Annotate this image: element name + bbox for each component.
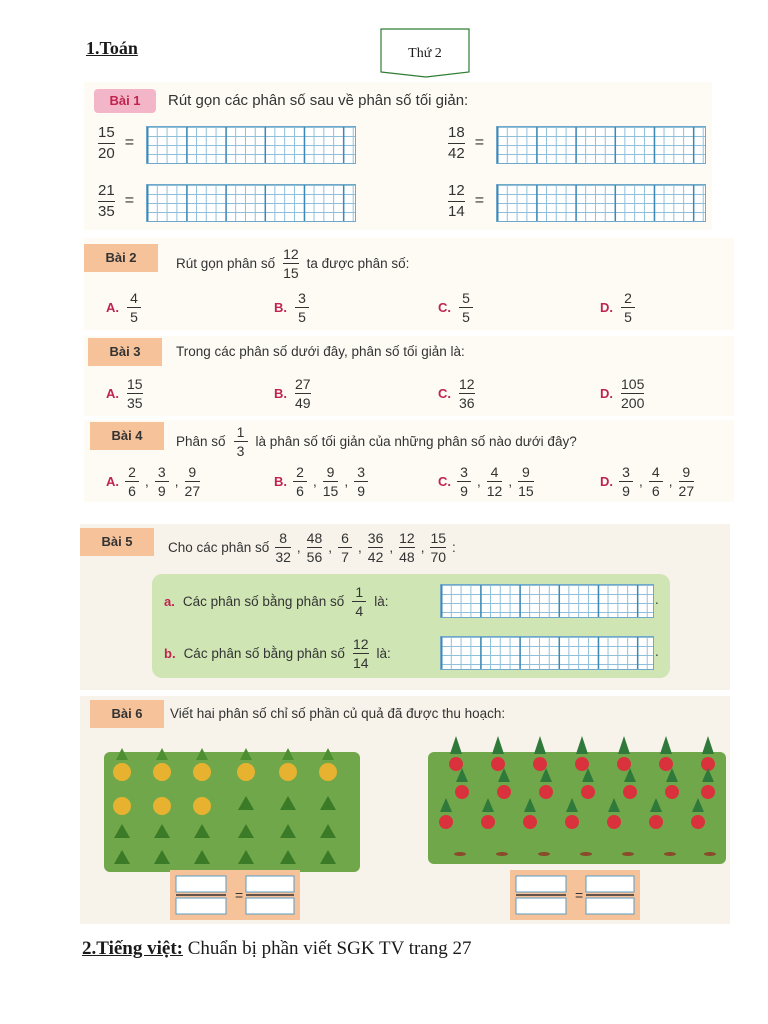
exercise-6 [80, 696, 730, 924]
answer-fraction-box-right[interactable] [510, 870, 640, 920]
section-2-title: 2.Tiếng việt: [82, 938, 183, 959]
exercise-5a: a. Các phân số bằng phân số $\frac{1}{4}$ là: [164, 584, 389, 619]
ex1-item-3 [98, 182, 134, 221]
exercise-2-prompt: Rút gọn phân số $\frac{12}{15}$ ta được phân số: [176, 246, 410, 281]
option-c[interactable]: C. $\frac{12}{36}$ [438, 376, 475, 411]
exercise-3 [84, 336, 734, 416]
answer-grid-1[interactable] [146, 126, 356, 164]
equals-sign: = [474, 134, 485, 152]
day-tag [380, 28, 470, 78]
option-b[interactable]: B. $\frac{2}{6}$ , $\frac{9}{15}$ , $\frac{3}{9}$ [274, 464, 368, 499]
answer-fraction-box-left[interactable] [170, 870, 300, 920]
answer-grid-4[interactable] [496, 184, 706, 222]
answer-grid-5b[interactable] [440, 636, 654, 670]
pineapple-field-image [102, 730, 364, 876]
option-a[interactable]: A. $\frac{2}{6}$ , $\frac{3}{9}$ , $\frac{9}{27}$ [106, 464, 201, 499]
exercise-5-prompt: Cho các phân số $\frac{8}{32}$ , $\frac{48}{56}$ , $\frac{6}{7}$ , $\frac{36}{42}$ , $\frac{12}{48}$ , $\frac{15}{70}$ : [168, 530, 456, 565]
answer-grid-3[interactable] [146, 184, 356, 222]
option-b[interactable]: B. $\frac{3}{5}$ [274, 290, 309, 325]
frac-den: 42 [448, 145, 465, 162]
frac-den: 14 [448, 203, 465, 220]
option-d[interactable]: D. $\frac{3}{9}$ , $\frac{4}{6}$ , $\frac{9}{27}$ [600, 464, 695, 499]
answer-grid-2[interactable] [496, 126, 706, 164]
frac-num: 15 [98, 124, 115, 141]
option-c[interactable]: C. $\frac{5}{5}$ [438, 290, 473, 325]
day-tag-label: Thứ 2 [408, 46, 442, 61]
frac-num: 12 [448, 182, 465, 199]
section-title-math: 1.Toán [86, 38, 138, 58]
ex1-item-2 [448, 124, 484, 163]
answer-grid-5a[interactable] [440, 584, 654, 618]
exercise-2 [84, 238, 734, 330]
option-d[interactable]: D. $\frac{2}{5}$ [600, 290, 635, 325]
exercise-1-prompt: Rút gọn các phân số sau về phân số tối giản: [168, 92, 469, 109]
exercise-1 [84, 82, 712, 230]
frac-den: 20 [98, 145, 115, 162]
equals-sign: = [124, 192, 135, 210]
svg-text:=: = [575, 887, 584, 903]
radish-field-image [426, 730, 728, 868]
section-2-text: Chuẩn bị phần viết SGK TV trang 27 [182, 938, 472, 959]
frac-den: 35 [98, 203, 115, 220]
equals-sign: = [124, 134, 135, 152]
exercise-3-badge: Bài 3 [88, 338, 162, 366]
ex1-item-4 [448, 182, 484, 221]
exercise-5-badge: Bài 5 [80, 528, 154, 556]
exercise-4 [84, 420, 734, 502]
exercise-4-prompt: Phân số $\frac{1}{3}$ là phân số tối giản của những phân số nào dưới đây? [176, 424, 577, 459]
exercise-5-answer-box [152, 574, 670, 678]
option-b[interactable]: B. $\frac{27}{49}$ [274, 376, 311, 411]
exercise-5b: b. Các phân số bằng phân số $\frac{12}{14}$ là: [164, 636, 391, 671]
exercise-5 [80, 524, 730, 690]
frac-num: 21 [98, 182, 115, 199]
exercise-2-badge: Bài 2 [84, 244, 158, 272]
equals-sign: = [474, 192, 485, 210]
exercise-6-prompt: Viết hai phân số chỉ số phần củ quả đã được thu hoạch: [170, 706, 506, 721]
section-title-vietnamese [82, 938, 471, 960]
option-d[interactable]: D. $\frac{105}{200}$ [600, 376, 645, 411]
exercise-3-prompt: Trong các phân số dưới đây, phân số tối giản là: [176, 344, 465, 359]
exercise-6-badge: Bài 6 [90, 700, 164, 728]
exercise-4-badge: Bài 4 [90, 422, 164, 450]
option-a[interactable]: A. $\frac{15}{35}$ [106, 376, 143, 411]
ex1-item-1 [98, 124, 134, 163]
svg-text:=: = [235, 887, 244, 903]
option-c[interactable]: C. $\frac{3}{9}$ , $\frac{4}{12}$ , $\frac{9}{15}$ [438, 464, 534, 499]
frac-num: 18 [448, 124, 465, 141]
option-a[interactable]: A. $\frac{4}{5}$ [106, 290, 141, 325]
exercise-1-badge: Bài 1 [94, 89, 156, 113]
period: . [655, 644, 659, 659]
period: . [655, 592, 659, 607]
